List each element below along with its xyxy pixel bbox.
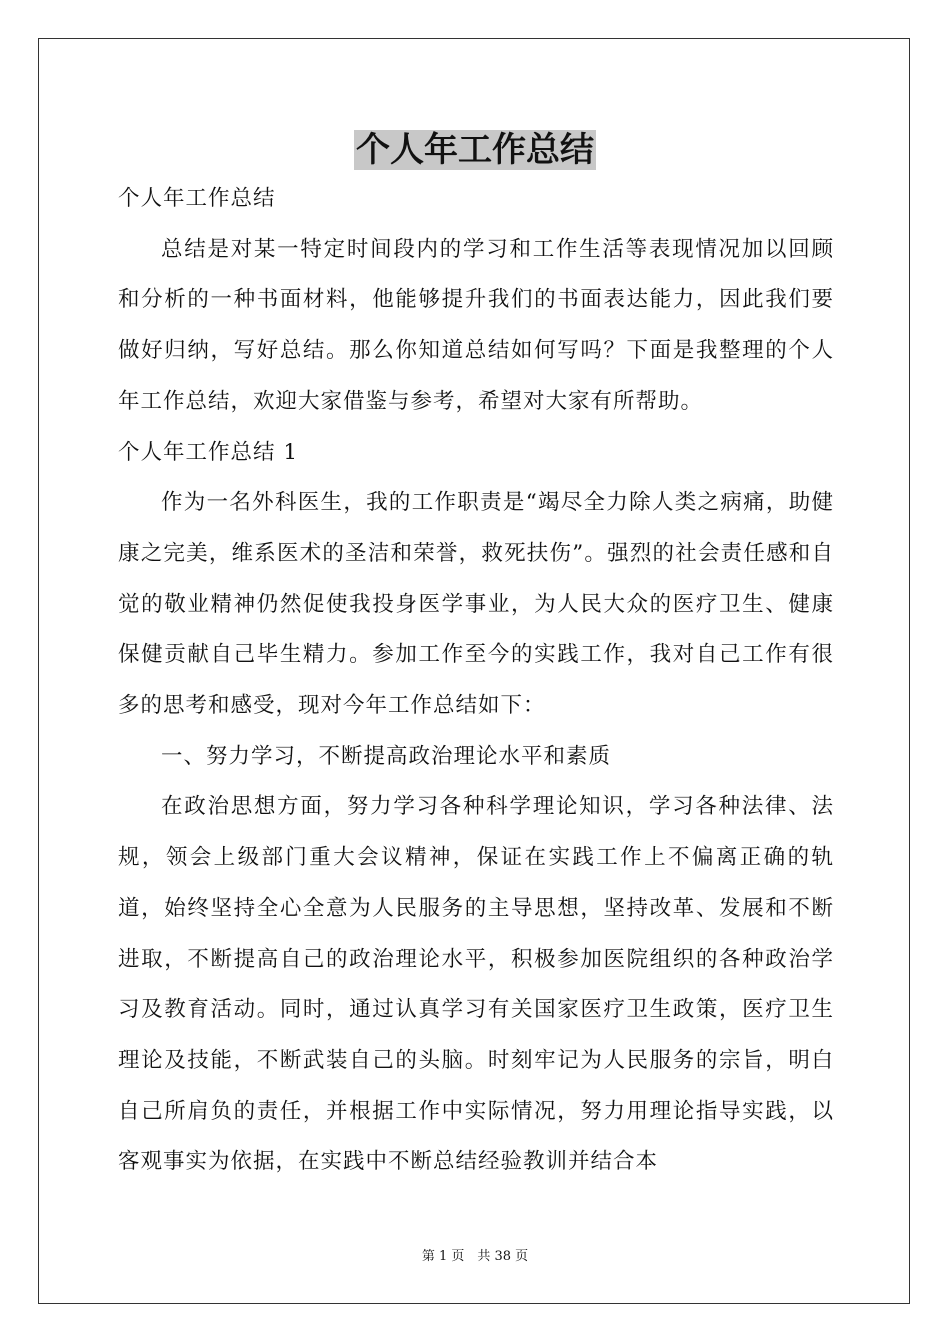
document-title [0, 128, 950, 172]
document-title-text: 个人年工作总结 [356, 130, 594, 170]
paragraph-duty: 作为一名外科医生，我的工作职责是“竭尽全力除人类之病痛，助健康之完美，维系医术的圣洁和荣誉，救死扶伤”。强烈的社会责任感和自觉的敬业精神仍然促使我投身医学事业，为人民大众的医疗卫生、健康保健贡献自己毕生精力。参加工作至今的实践工作，我对自己工作有很多的思考和感受，现对今年工作总结如下： [118, 490, 834, 719]
document-body [118, 174, 834, 1188]
paragraph-intro: 总结是对某一特定时间段内的学习和工作生活等表现情况加以回顾和分析的一种书面材料，他能够提升我们的书面表达能力，因此我们要做好归纳，写好总结。那么你知道总结如何写吗？下面是我整理的个人年工作总结，欢迎大家借鉴与参考，希望对大家有所帮助。 [118, 236, 834, 414]
page-number-footer: 第 1 页 共 38 页 [421, 1249, 529, 1264]
paragraph-point-heading: 一、努力学习，不断提高政治理论水平和素质 [161, 743, 612, 769]
paragraph-section-heading: 个人年工作总结 1 [118, 439, 299, 465]
paragraph-subtitle: 个人年工作总结 [118, 186, 276, 211]
paragraph-politics: 在政治思想方面，努力学习各种科学理论知识，学习各种法律、法规，领会上级部门重大会议精神，保证在实践工作上不偏离正确的轨道，始终坚持全心全意为人民服务的主导思想，坚持改革、发展和不断进取，不断提高自己的政治理论水平，积极参加医院组织的各种政治学习及教育活动。同时，通过认真学习有关国家医疗卫生政策，医疗卫生理论及技能，不断武装自己的头脑。时刻牢记为人民服务的宗旨，明白自己所肩负的责任，并根据工作中实际情况，努力用理论指导实践，以客观事实为依据，在实践中不断总结经验教训并结合本 [118, 794, 834, 1175]
